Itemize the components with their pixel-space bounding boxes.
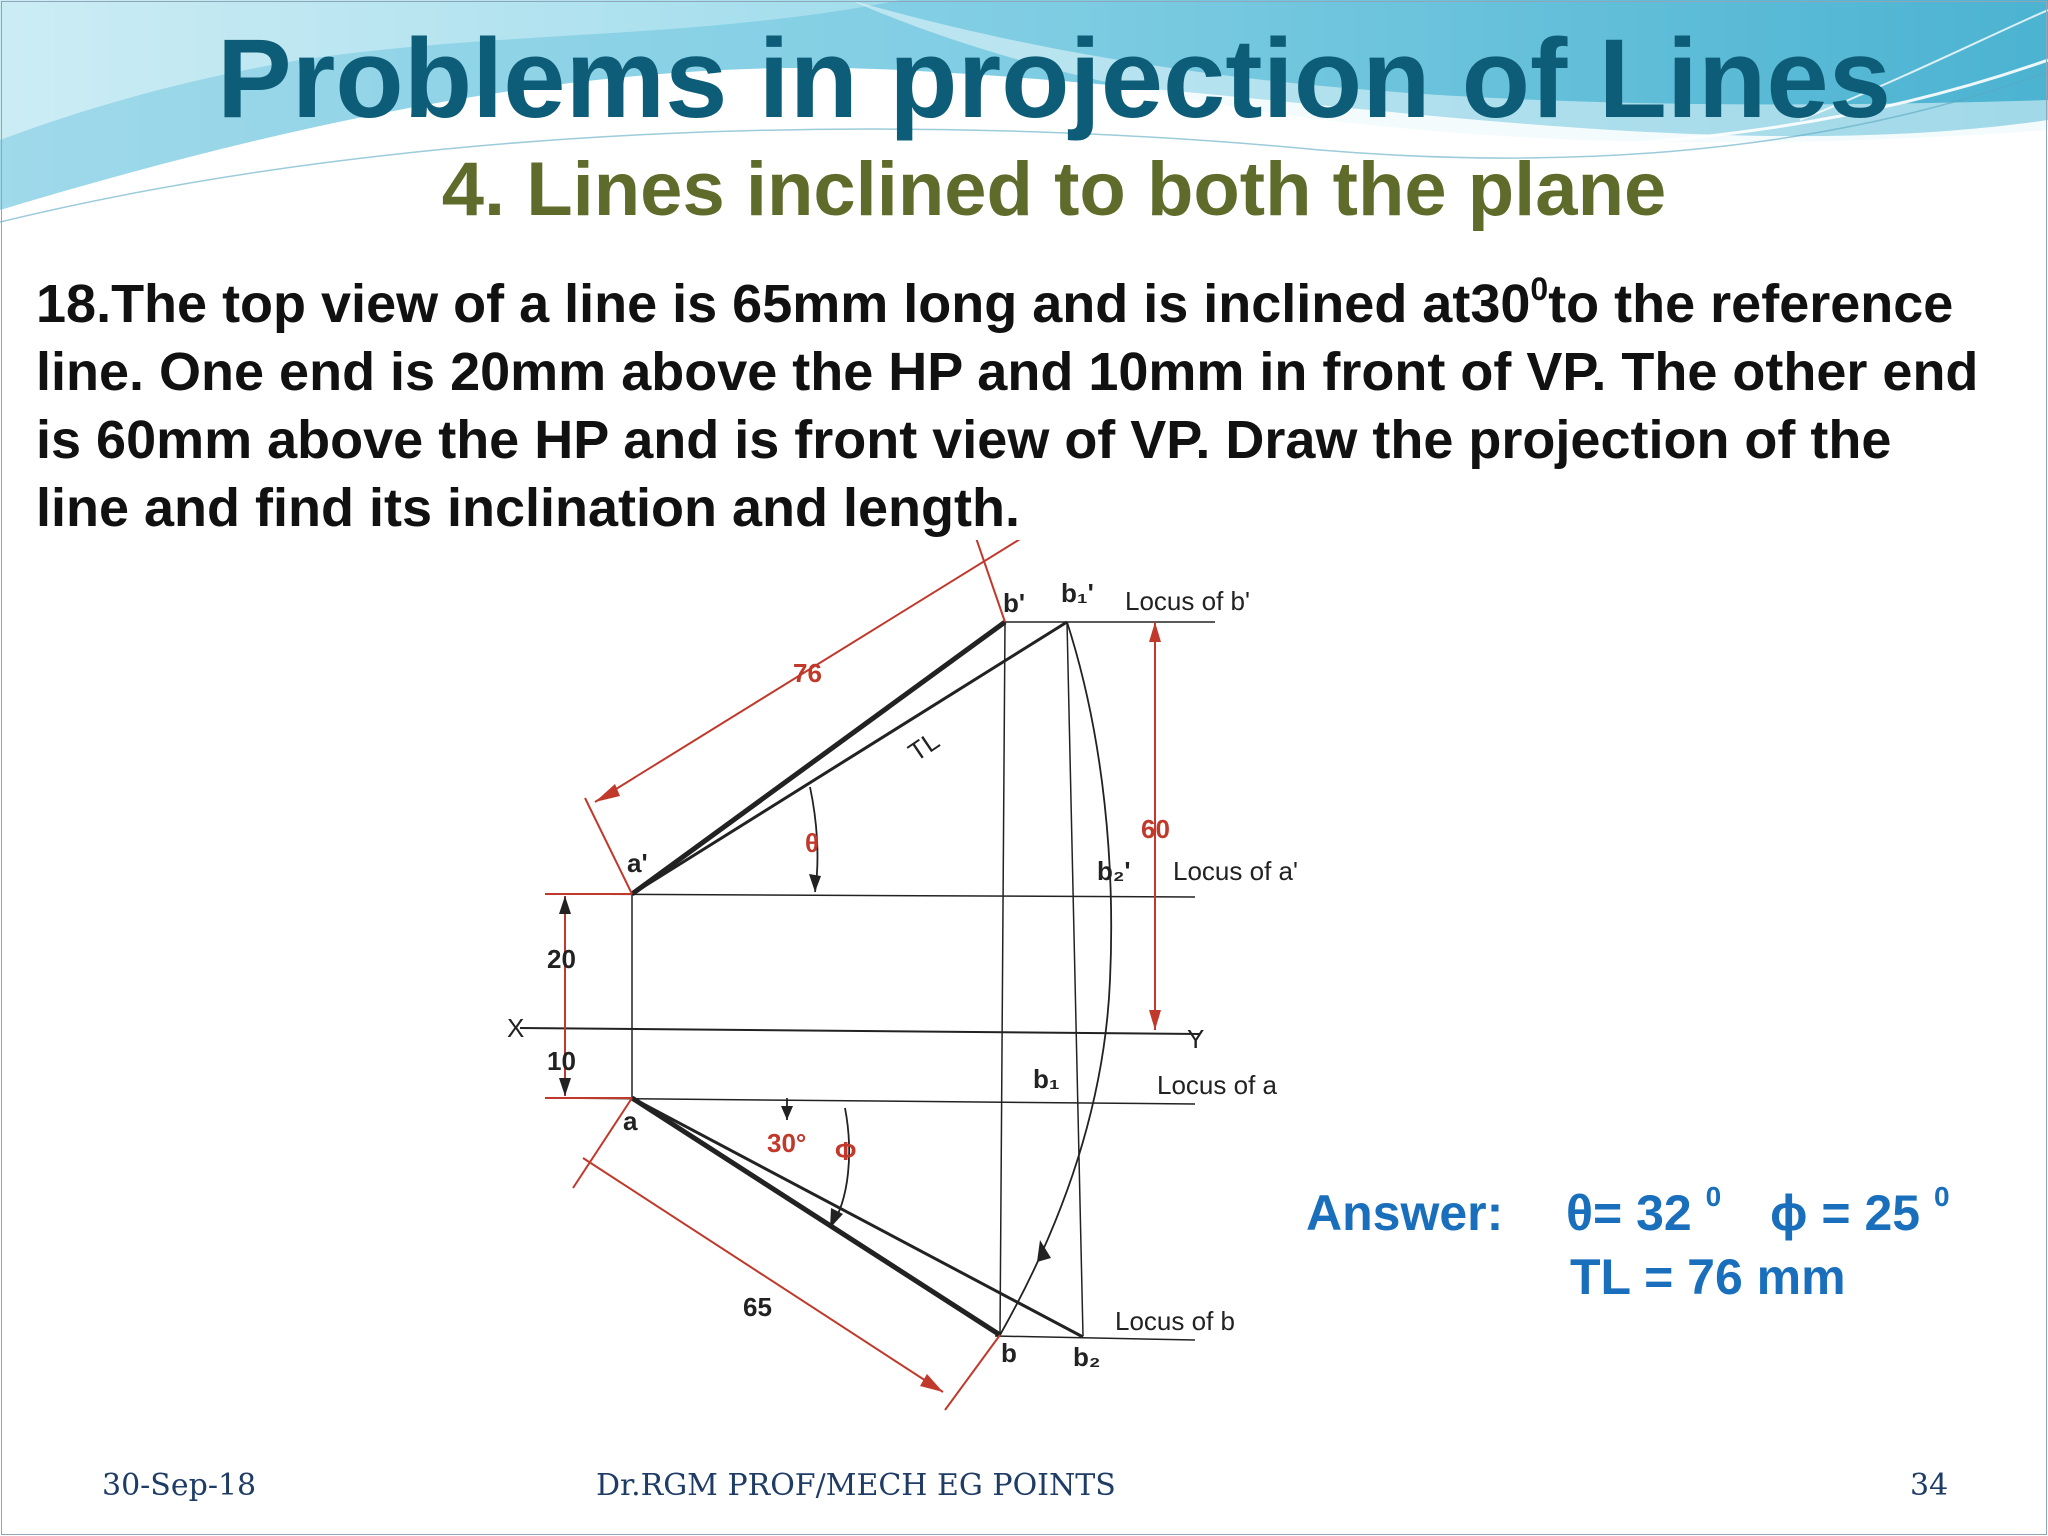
- label-dim-10: 10: [547, 1046, 576, 1076]
- label-b1: b₁: [1033, 1064, 1060, 1094]
- answer-theta-sup: 0: [1705, 1181, 1722, 1212]
- dim-65-line: [583, 1158, 943, 1392]
- label-dim-20: 20: [547, 944, 576, 974]
- swing-arc: [1000, 622, 1111, 1335]
- arrow-60-bottom: [1149, 1010, 1161, 1030]
- arrow-arc: [1037, 1240, 1051, 1262]
- arrow-20-top: [559, 896, 571, 914]
- label-dim-76: 76: [793, 658, 822, 688]
- label-locus-b: Locus of b: [1115, 1306, 1235, 1336]
- top-view-65: [632, 1098, 1000, 1335]
- answer-theta-text: θ= 32: [1566, 1185, 1692, 1241]
- top-view-a-b2: [632, 1098, 1083, 1337]
- arrow-phi: [830, 1208, 843, 1228]
- locus-a-prime-line: [550, 894, 1195, 897]
- footer-author: Dr.RGM PROF/MECH EG POINTS: [596, 1468, 1116, 1503]
- label-b: b: [1001, 1338, 1017, 1368]
- answer-phi: [1770, 1181, 1950, 1242]
- problem-statement: [36, 270, 1996, 542]
- page-number: 34: [1910, 1468, 1949, 1503]
- projector-b: [1000, 622, 1005, 1335]
- arrow-theta: [809, 874, 821, 892]
- label-locus-b-prime: Locus of b': [1125, 586, 1250, 616]
- answer-theta: [1566, 1181, 1722, 1242]
- label-y: Y: [1187, 1024, 1205, 1054]
- label-b-prime: b': [1003, 588, 1026, 618]
- label-b2: b₂: [1073, 1342, 1101, 1372]
- label-theta: θ: [805, 828, 820, 858]
- xy-reference-line: [520, 1028, 1200, 1034]
- arrow-65-b: [920, 1374, 943, 1392]
- arrow-76-a: [595, 784, 620, 802]
- label-locus-a-prime: Locus of a': [1173, 856, 1298, 886]
- answer-phi-sup: 0: [1933, 1181, 1950, 1212]
- label-dim-65: 65: [743, 1292, 772, 1322]
- problem-superscript: 0: [1530, 271, 1549, 307]
- arrow-10-bottom: [559, 1078, 571, 1096]
- label-a: a: [623, 1106, 638, 1136]
- dim-76-ext-a: [585, 798, 632, 894]
- dim-65-ext-b: [945, 1335, 1000, 1410]
- label-phi: Φ: [835, 1136, 857, 1166]
- label-angle-30: 30°: [767, 1128, 807, 1158]
- arrow-60-top: [1149, 622, 1161, 642]
- projector-b1: [1067, 622, 1083, 1336]
- answer-phi-text: ϕ = 25: [1770, 1185, 1921, 1241]
- label-locus-a: Locus of a: [1157, 1070, 1277, 1100]
- label-a-prime: a': [627, 848, 648, 878]
- slide-title: Problems in projection of Lines: [217, 16, 1891, 141]
- projection-diagram: [415, 540, 1315, 1450]
- problem-text-part2: to the reference line. One end is 20mm above the HP and 10mm in front of VP. The other end is 60mm above the HP and is front view of VP. Draw the projection of the line and find its inclination and length.: [36, 274, 1979, 538]
- footer-date: 30-Sep-18: [102, 1468, 257, 1503]
- answer-tl: TL = 76 mm: [1570, 1249, 1846, 1305]
- slide-subtitle: 4. Lines inclined to both the plane: [441, 147, 1667, 232]
- locus-b-line: [995, 1336, 1195, 1340]
- answer-label: Answer:: [1306, 1185, 1504, 1241]
- front-view-a-b1: [632, 622, 1067, 894]
- locus-a-line: [550, 1098, 1195, 1104]
- label-b2-prime: b₂': [1097, 856, 1131, 886]
- label-dim-60: 60: [1141, 814, 1170, 844]
- label-b1-prime: b₁': [1061, 578, 1094, 608]
- arrow-30: [781, 1106, 793, 1120]
- problem-text-part1: 18.The top view of a line is 65mm long and is inclined at30: [36, 274, 1531, 334]
- label-x: X: [507, 1013, 525, 1043]
- label-tl: TL: [902, 725, 945, 768]
